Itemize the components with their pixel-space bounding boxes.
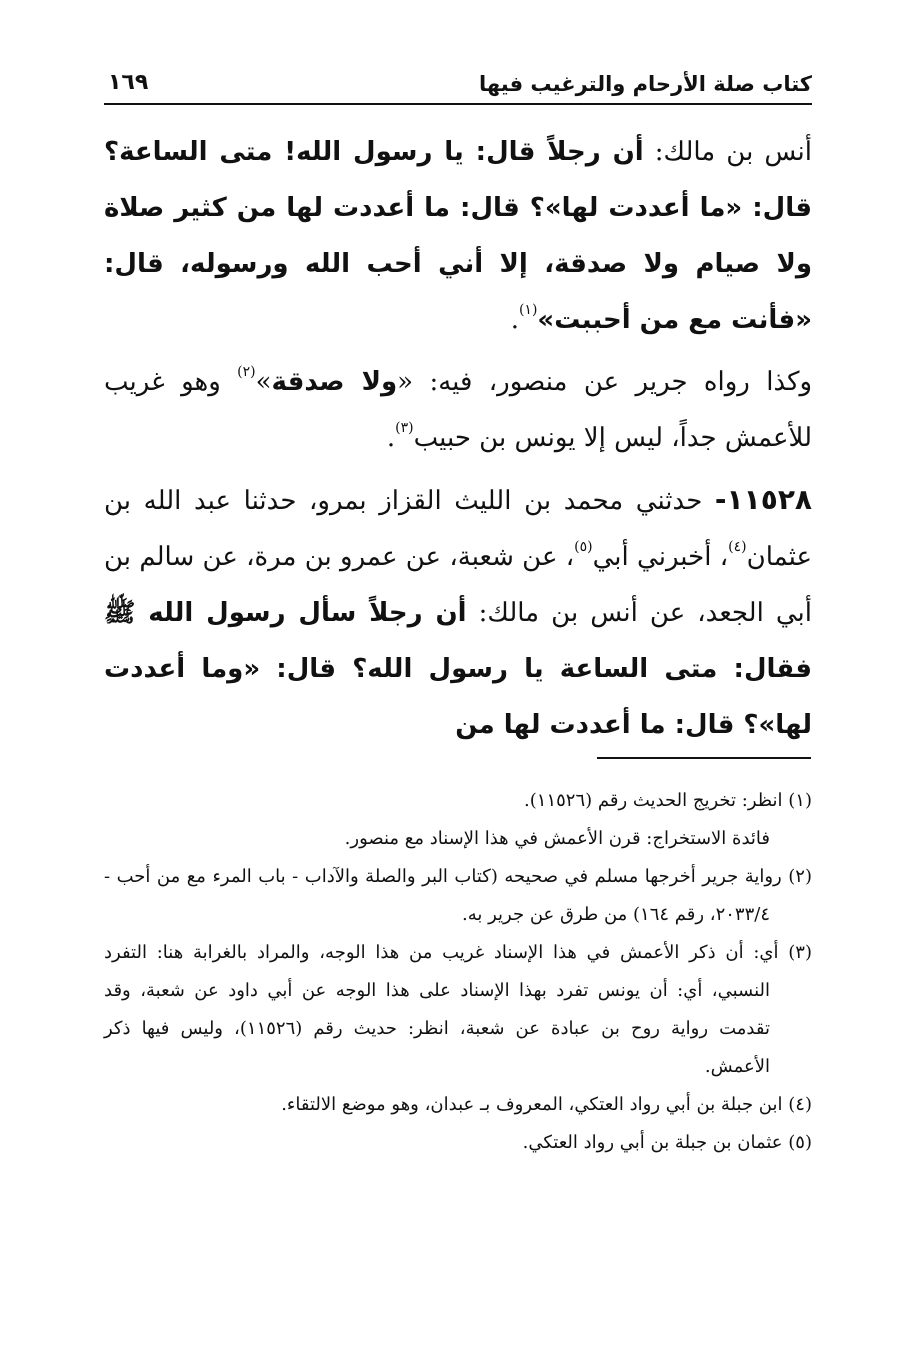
footnote-marker: (٣) bbox=[788, 942, 812, 963]
paragraph-1 bbox=[104, 124, 812, 348]
footnote-ref-4[interactable]: (٤) bbox=[728, 539, 747, 555]
footnote-1-note: فائدة الاستخراج: قرن الأعمش في هذا الإسناد مع منصور. bbox=[344, 828, 770, 849]
footnote-text: رواية جرير أخرجها مسلم في صحيحه (كتاب البر والصلة والآداب - باب المرء مع من أحب - ٢٠٣٣/٤، رقم ١٦٤) من طرق عن جرير به. bbox=[104, 866, 782, 925]
running-header bbox=[104, 68, 812, 104]
footnote-5 bbox=[104, 1124, 812, 1162]
p3-text-c: ، عن شعبة، عن عمرو بن مرة، عن سالم بن أبي الجعد، عن أنس بن مالك: bbox=[104, 542, 812, 628]
p3-text-a: حدثني محمد بن الليث القزاز بمرو، حدثنا عبد الله بن عثمان bbox=[104, 486, 812, 572]
footnotes bbox=[104, 782, 812, 1162]
paragraph-3 bbox=[104, 472, 812, 753]
p3-text-b: ، أخبرني أبي bbox=[592, 542, 729, 572]
footnote-ref-3[interactable]: (٣) bbox=[395, 420, 414, 436]
p2-text-a: وكذا رواه جرير عن منصور، فيه: « bbox=[397, 367, 813, 397]
page-number: ١٦٩ bbox=[108, 70, 149, 95]
p1-hadith-text: أن رجلاً قال: يا رسول الله! متى الساعة؟ قال: «ما أعددت لها»؟ قال: ما أعددت لها من كثير صلاة ولا صيام ولا صدقة، إلا أني أحب الله ورسوله، قال: «فأنت مع من أحببت» bbox=[104, 137, 812, 335]
footnote-ref-1[interactable]: (١) bbox=[518, 302, 538, 318]
p1-text: أنس بن مالك: bbox=[643, 137, 813, 167]
p2-quoted-text: ولا صدقة bbox=[271, 367, 398, 397]
footnote-4 bbox=[104, 1086, 812, 1124]
footnote-2 bbox=[104, 858, 812, 934]
footnote-ref-5[interactable]: (٥) bbox=[574, 539, 593, 555]
footnote-3 bbox=[104, 934, 812, 1086]
footnote-ref-2[interactable]: (٢) bbox=[237, 364, 256, 380]
header-title: كتاب صلة الأرحام والترغيب فيها bbox=[479, 72, 812, 96]
p2-quote-close: » bbox=[255, 367, 272, 397]
p1-end: . bbox=[510, 305, 519, 335]
footnote-marker: (٢) bbox=[788, 866, 812, 887]
p3-hadith-text: أن رجلاً سأل رسول الله ﷺ فقال: متى الساعة يا رسول الله؟ قال: «وما أعددت لها»؟ قال: ما أعددت لها من bbox=[104, 598, 812, 740]
main-text bbox=[104, 124, 812, 753]
footnote-text: أي: أن ذكر الأعمش في هذا الإسناد غريب من هذا الوجه، والمراد بالغرابة هنا: التفرد النسبي، أي: أن يونس تفرد بهذا الإسناد على هذا الوجه عن أبي داود عن شعبة، وقد تقدمت رواية روح بن عبادة عن شعبة، انظر: حديث رقم (١١٥٢٦)، وليس فيها ذكر الأعمش. bbox=[104, 942, 779, 1077]
footnote-marker: (٤) bbox=[788, 1094, 812, 1115]
footnote-marker: (١) bbox=[788, 790, 812, 811]
p2-end: . bbox=[386, 423, 396, 453]
hadith-number: ١١٥٢٨- bbox=[714, 483, 812, 516]
footnote-marker: (٥) bbox=[788, 1132, 812, 1153]
footnote-text: انظر: تخريج الحديث رقم (١١٥٢٦). bbox=[524, 790, 783, 811]
footnote-separator bbox=[597, 757, 811, 759]
footnote-text: ابن جبلة بن أبي رواد العتكي، المعروف بـ عبدان، وهو موضع الالتقاء. bbox=[281, 1094, 783, 1115]
paragraph-2 bbox=[104, 354, 812, 466]
p2-text-b: وهو غريب للأعمش جداً، ليس إلا يونس بن حبيب bbox=[104, 367, 812, 453]
footnote-1 bbox=[104, 782, 812, 820]
header-rule bbox=[104, 103, 812, 105]
footnote-text: عثمان بن جبلة بن أبي رواد العتكي. bbox=[522, 1132, 783, 1153]
